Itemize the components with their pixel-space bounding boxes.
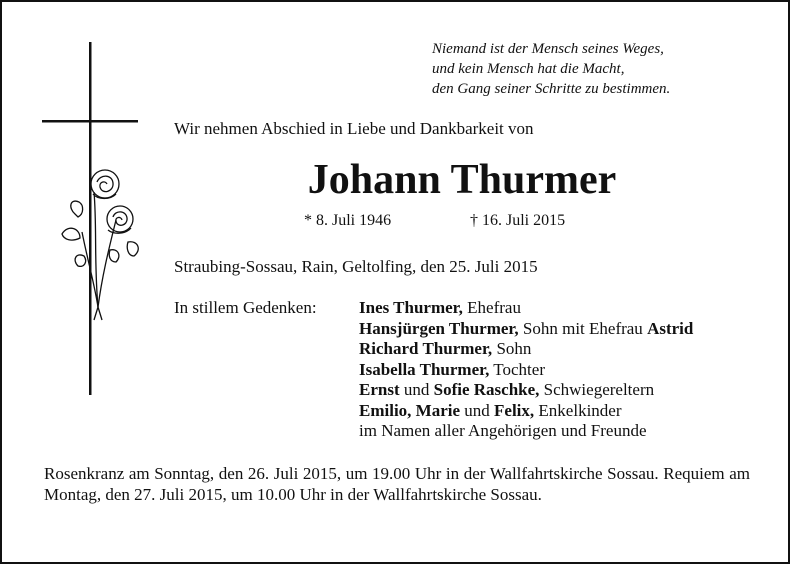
birth-date: * 8. Juli 1946 (304, 212, 392, 229)
quote-line: und kein Mensch hat die Macht, (432, 61, 625, 77)
mourner-line (359, 380, 693, 401)
mourner-name: Sofie Raschke, (433, 380, 540, 399)
quote-line: Niemand ist der Mensch seines Weges, (432, 41, 664, 57)
cross-icon (42, 42, 138, 395)
mourner-name: Ernst (359, 380, 400, 399)
mourner-line (359, 298, 693, 319)
services-text: Rosenkranz am Sonntag, den 26. Juli 2015, um 19.00 Uhr in der Wallfahrtskirche Sossau. Requiem am Montag, den 27. Juli 2015, um 10.00 Uhr in der Wallfahrtskirche Sossau. (44, 464, 750, 504)
mourner-line (359, 319, 693, 340)
mourner-name: Felix, (494, 400, 535, 420)
mourner-relation: Schwiegereltern (539, 380, 655, 399)
mourner-relation: Sohn (492, 339, 532, 358)
mourner-name: Richard Thurmer, (359, 339, 493, 358)
mourner-name: Astrid (647, 318, 694, 338)
mourner-name: Emilio, Marie (359, 400, 461, 420)
mourner-line (359, 360, 693, 381)
cross-with-roses-icon (42, 42, 142, 397)
quote (432, 39, 670, 99)
mourner-line (359, 401, 693, 422)
mourner-name: Hansjürgen Thurmer, (359, 318, 519, 338)
mourner-relation: Tochter (489, 359, 545, 379)
mourner-name: Ines Thurmer, (359, 298, 463, 317)
mourners-list (359, 298, 693, 442)
mourner-relation: und (460, 400, 495, 420)
intro-text: Wir nehmen Abschied in Liebe und Dankbarkeit von (174, 119, 534, 138)
mourner-relation: Ehefrau (462, 298, 521, 317)
mourner-line (359, 421, 693, 442)
mourner-relation: und (399, 380, 434, 399)
death-date: † 16. Juli 2015 (470, 212, 566, 229)
mourning-label: In stillem Gedenken: (174, 298, 317, 317)
mourner-name: Isabella Thurmer, (359, 359, 490, 379)
mourner-relation: Sohn mit Ehefrau (518, 318, 648, 338)
place-and-date: Straubing-Sossau, Rain, Geltolfing, den 25. Juli 2015 (174, 257, 538, 276)
mourner-relation: Enkelkinder (534, 400, 622, 420)
mourner-line (359, 339, 693, 360)
quote-line: den Gang seiner Schritte zu bestimmen. (432, 81, 671, 97)
mourner-relation: im Namen aller Angehörigen und Freunde (359, 421, 647, 440)
deceased-name: Johann Thurmer (307, 157, 617, 203)
rose-icon (62, 170, 138, 320)
